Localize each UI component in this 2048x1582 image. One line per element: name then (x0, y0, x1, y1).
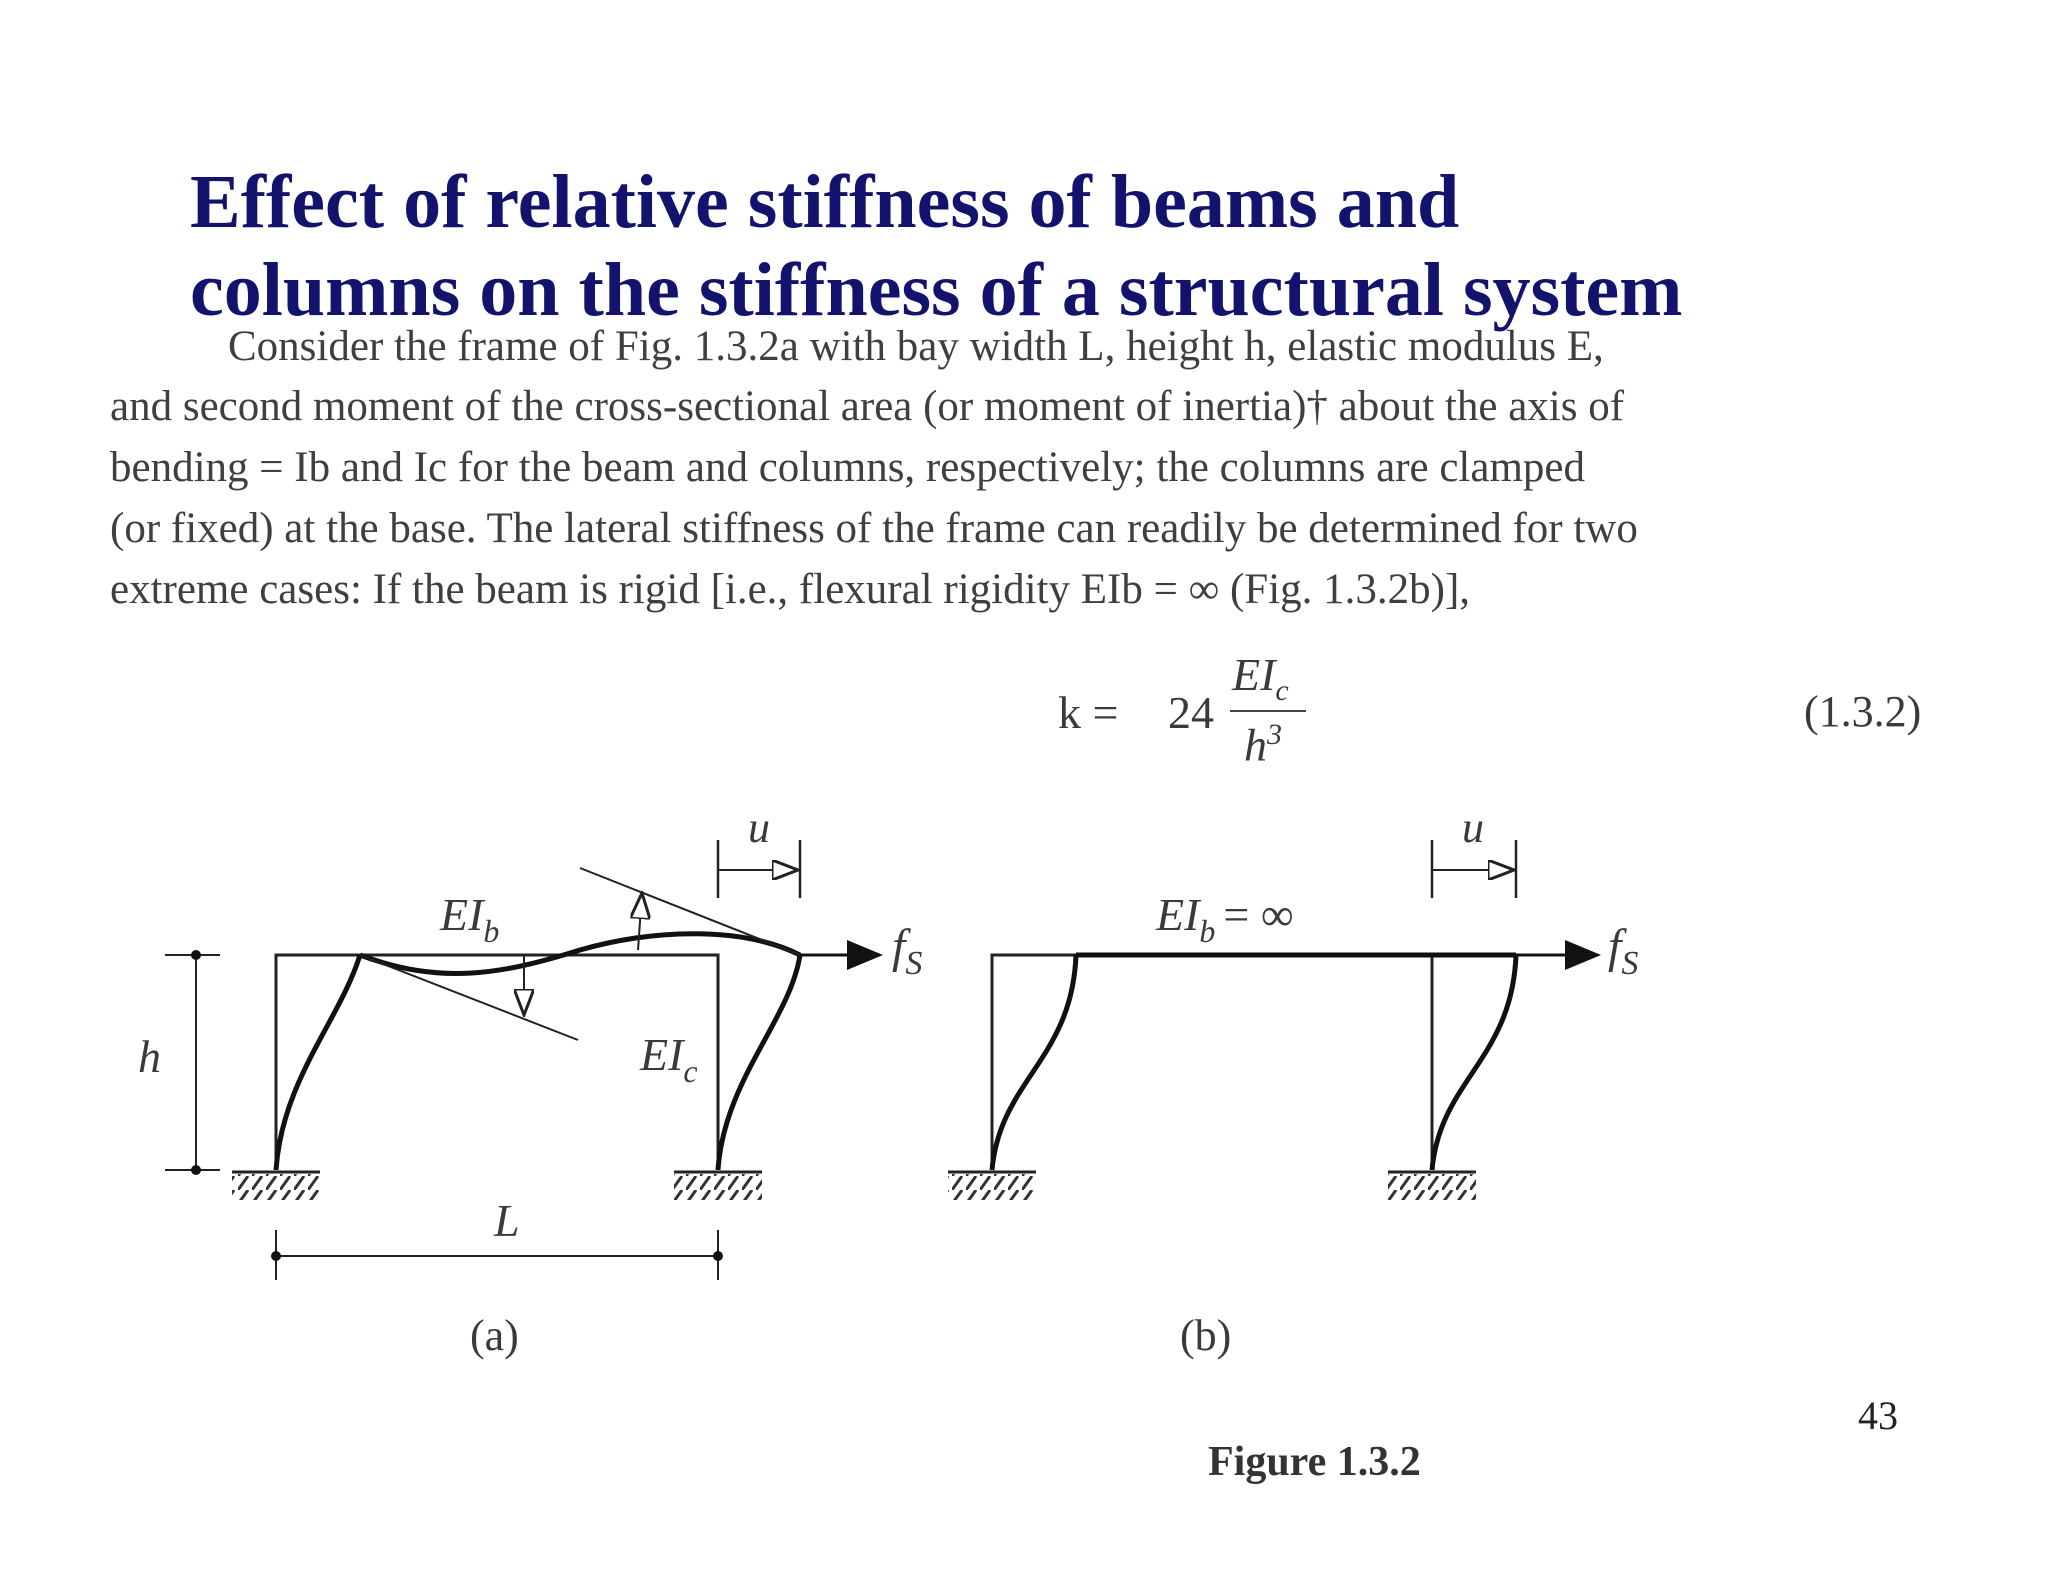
equation-numerator-main: EI (1232, 649, 1276, 700)
label-a-column: $EI_c$ (640, 1029, 698, 1089)
equation-denominator-sup: 3 (1267, 718, 1282, 751)
caption-b: (b) (1180, 1311, 1232, 1360)
paragraph-line-1: Consider the frame of Fig. 1.3.2a with bay width L, height h, elastic modulus E, (228, 323, 1604, 370)
support-b-right-hatch (1388, 1174, 1476, 1200)
paragraph-line-4: (or fixed) at the base. The lateral stiffness of the frame can readily be determined for two (110, 505, 1638, 552)
equation-numerator-sub: c (1275, 674, 1289, 708)
h-dim-dot-top (191, 950, 201, 960)
paragraph-line-5: extreme cases: If the beam is rigid [i.e., flexural rigidity EIb = ∞ (Fig. 1.3.2b)], (110, 566, 1471, 613)
support-a-right-hatch (674, 1174, 762, 1200)
label-a-disp: u (748, 803, 770, 852)
label-b-beam: $EI_b$ = ∞ (1156, 889, 1294, 949)
frame-b-right-column-deformed (1432, 955, 1516, 1170)
title-line-2: columns on the stiffness of a structural system (190, 248, 1683, 332)
paragraph-line-2: and second moment of the cross-sectional area (or moment of inertia)† about the axis of (110, 383, 1625, 430)
label-b-force: $f_S$ (1608, 920, 1639, 982)
frame-b-undeformed (992, 955, 1432, 1170)
label-b-disp: u (1462, 803, 1484, 852)
support-b-left-hatch (948, 1174, 1036, 1200)
equation-denominator-main: h (1244, 719, 1267, 771)
figure-a (138, 803, 922, 1360)
label-a-width: L (494, 1195, 520, 1246)
equation-lhs: k = (1058, 687, 1119, 738)
paragraph-line-3: bending = Ib and Ic for the beam and columns, respectively; the columns are clamped (110, 444, 1585, 491)
equation-coefficient: 24 (1168, 687, 1214, 738)
frame-a-right-column-deformed (718, 955, 800, 1170)
frame-b-left-column-deformed (992, 955, 1076, 1170)
right-rotation-arrow (638, 893, 642, 950)
label-a-force: $f_S$ (892, 920, 923, 982)
page-number: 43 (1858, 1393, 1898, 1438)
label-a-height: h (138, 1031, 161, 1082)
support-a-left-hatch (232, 1174, 320, 1200)
equation-number: (1.3.2) (1804, 687, 1922, 736)
h-dim-dot-bottom (191, 1165, 201, 1175)
l-dim-dot-right (713, 1251, 723, 1261)
figure-caption: Figure 1.3.2 (1208, 1439, 1421, 1485)
figure-b (948, 803, 1638, 1360)
label-a-beam: $EI_b$ (440, 889, 500, 949)
title-line-1: Effect of relative stiffness of beams and (190, 160, 1460, 244)
l-dim-dot-left (271, 1251, 281, 1261)
left-tangent-line (360, 955, 578, 1040)
caption-a: (a) (470, 1311, 519, 1360)
frame-a-left-column-deformed (276, 955, 360, 1170)
